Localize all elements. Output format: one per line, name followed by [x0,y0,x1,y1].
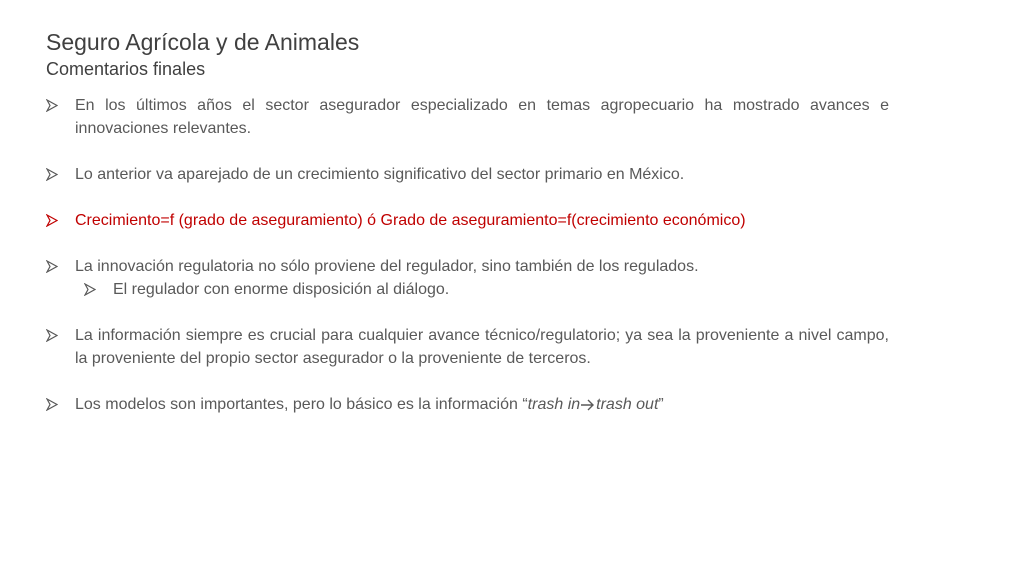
bullet-item [46,94,889,140]
sub-bullet-item [84,278,889,301]
right-arrow-icon [581,395,595,418]
bullet-text: Crecimiento=f (grado de aseguramiento) ó Grado de aseguramiento=f(crecimiento económico) [75,212,746,229]
arrowhead-bullet-icon [46,255,60,278]
arrowhead-bullet-icon [46,94,60,117]
bullet-item [46,324,889,370]
bullet-item [46,393,889,418]
bullet-text: La innovación regulatoria no sólo proviene del regulador, sino también de los regulados. [75,258,699,275]
bullet-item [46,255,889,278]
bullet-text: La información siempre es crucial para cualquier avance técnico/regulatorio; ya sea la proveniente a nivel campo, la proveniente del propio sector asegurador o la proveniente de terceros. [75,327,889,367]
emphasis-trash-out: trash out [596,396,659,413]
bullet-list [46,94,889,441]
arrowhead-bullet-icon [46,393,60,416]
bullet-item [46,163,889,186]
bullet-text: En los últimos años el sector asegurador especializado en temas agropecuario ha mostrado avances e innovaciones relevantes. [75,97,889,137]
bullet-text: El regulador con enorme disposición al diálogo. [113,281,450,298]
bullet-text-suffix: ” [658,396,664,413]
arrowhead-bullet-icon [84,278,98,301]
arrowhead-bullet-icon [46,324,60,347]
arrowhead-bullet-icon [46,209,60,232]
bullet-text-prefix: Los modelos son importantes, pero lo básico es la información “ [75,396,528,413]
arrowhead-bullet-icon [46,163,60,186]
bullet-text: Lo anterior va aparejado de un crecimiento significativo del sector primario en México. [75,166,685,183]
emphasis-trash-in: trash in [527,396,581,413]
slide-title: Seguro Agrícola y de Animales [46,29,360,55]
bullet-text-with-emphasis [75,393,889,418]
slide-subtitle: Comentarios finales [46,59,206,79]
bullet-item-highlight [46,209,889,232]
